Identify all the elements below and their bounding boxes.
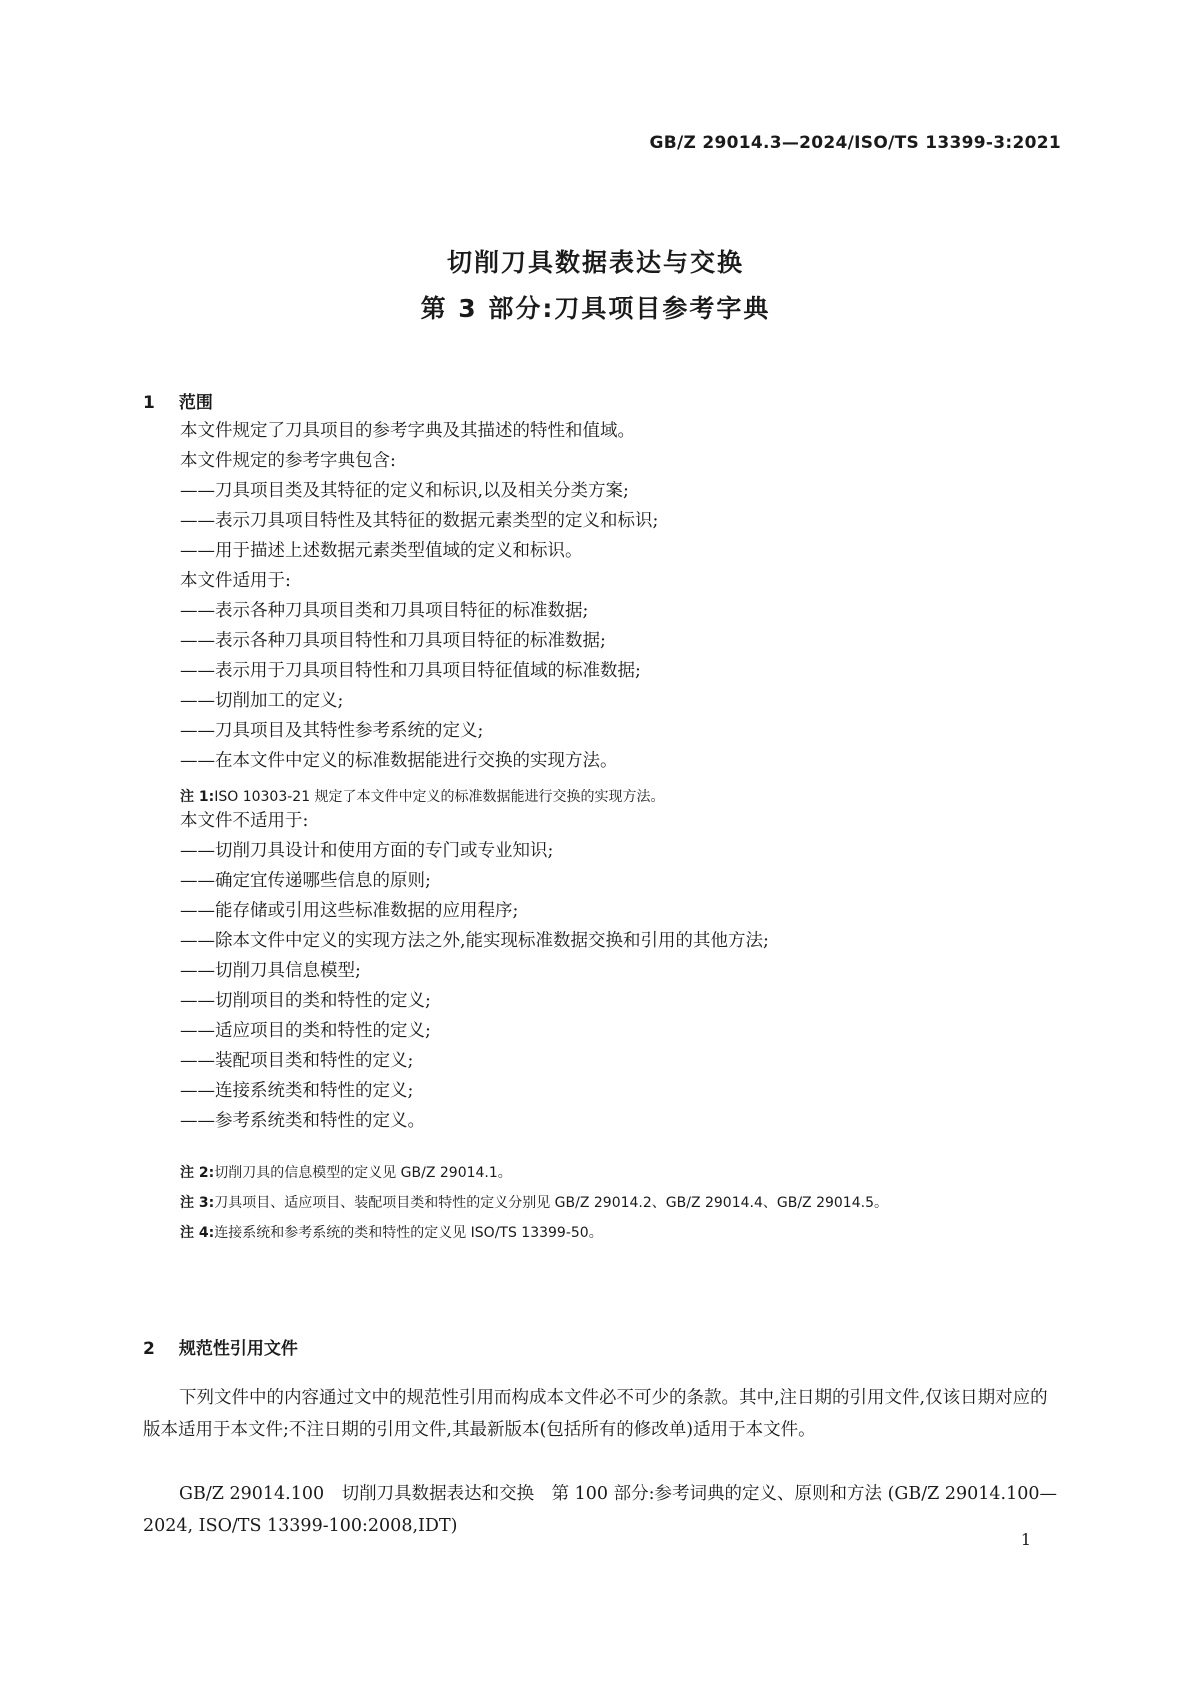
note-text: 刀具项目、适应项目、装配项目类和特性的定义分别见 GB/Z 29014.2、GB/Z 29014.4、GB/Z 29014.5。 [214, 1195, 888, 1211]
note-label: 注 1: [180, 789, 215, 805]
section-2-heading [143, 1334, 298, 1359]
list-item: ——刀具项目类及其特征的定义和标识,以及相关分类方案; [180, 481, 629, 501]
list-item: 本文件规定了刀具项目的参考字典及其描述的特性和值域。 [180, 421, 635, 441]
document-title-line2: 第 3 部分:刀具项目参考字典 [420, 294, 771, 323]
list-item: ——在本文件中定义的标准数据能进行交换的实现方法。 [180, 751, 618, 771]
note-4 [180, 1222, 603, 1242]
standard-code: GB/Z 29014.3—2024/ISO/TS 13399-3:2021 [649, 133, 1061, 153]
section-title: 范围 [178, 393, 213, 413]
section-number: 1 [143, 393, 155, 413]
list-item: ——能存储或引用这些标准数据的应用程序; [180, 901, 519, 921]
note-text: 切削刀具的信息模型的定义见 GB/Z 29014.1。 [214, 1165, 512, 1181]
list-item: ——切削加工的定义; [180, 691, 344, 711]
list-item: ——参考系统类和特性的定义。 [180, 1111, 425, 1131]
list-item: ——切削项目的类和特性的定义; [180, 991, 431, 1011]
list-item: ——切削刀具设计和使用方面的专门或专业知识; [180, 841, 554, 861]
note-3 [180, 1192, 888, 1212]
list-item: ——表示各种刀具项目特性和刀具项目特征的标准数据; [180, 631, 606, 651]
note-1 [180, 786, 665, 806]
note-label: 注 4: [180, 1225, 215, 1241]
section-2-paragraph: 下列文件中的内容通过文中的规范性引用而构成本文件必不可少的条款。其中,注日期的引用文件,仅该日期对应的版本适用于本文件;不注日期的引用文件,其最新版本(包括所有的修改单)适用于本文件。 [143, 1388, 1048, 1440]
list-item: ——确定宜传递哪些信息的原则; [180, 871, 431, 891]
section-1-heading [143, 388, 213, 413]
note-2 [180, 1162, 512, 1182]
list-item: ——用于描述上述数据元素类型值域的定义和标识。 [180, 541, 583, 561]
list-item: ——装配项目类和特性的定义; [180, 1051, 414, 1071]
list-item: ——表示用于刀具项目特性和刀具项目特征值域的标准数据; [180, 661, 641, 681]
normative-reference: GB/Z 29014.100 切削刀具数据表达和交换 第 100 部分:参考词典的定义、原则和方法 (GB/Z 29014.100—2024, ISO/TS 13399-100:2008,IDT) [143, 1484, 1057, 1536]
note-text: 连接系统和参考系统的类和特性的定义见 ISO/TS 13399-50。 [214, 1225, 603, 1241]
list-item: ——切削刀具信息模型; [180, 961, 361, 981]
list-item: ——表示刀具项目特性及其特征的数据元素类型的定义和标识; [180, 511, 659, 531]
list-item: ——连接系统类和特性的定义; [180, 1081, 414, 1101]
list-item: 本文件不适用于: [180, 811, 309, 831]
page-number: 1 [1020, 1530, 1031, 1549]
note-text: ISO 10303-21 规定了本文件中定义的标准数据能进行交换的实现方法。 [214, 789, 665, 805]
list-item: 本文件适用于: [180, 571, 291, 591]
note-label: 注 2: [180, 1165, 215, 1181]
section-1-body-b [180, 806, 1060, 1136]
section-number: 2 [143, 1339, 155, 1359]
list-item: 本文件规定的参考字典包含: [180, 451, 396, 471]
note-label: 注 3: [180, 1195, 215, 1211]
list-item: ——除本文件中定义的实现方法之外,能实现标准数据交换和引用的其他方法; [180, 931, 769, 951]
section-1-body-a [180, 416, 1060, 776]
list-item: ——适应项目的类和特性的定义; [180, 1021, 431, 1041]
section-title: 规范性引用文件 [178, 1339, 298, 1359]
document-title-line1: 切削刀具数据表达与交换 [446, 248, 744, 277]
list-item: ——刀具项目及其特性参考系统的定义; [180, 721, 484, 741]
list-item: ——表示各种刀具项目类和刀具项目特征的标准数据; [180, 601, 589, 621]
